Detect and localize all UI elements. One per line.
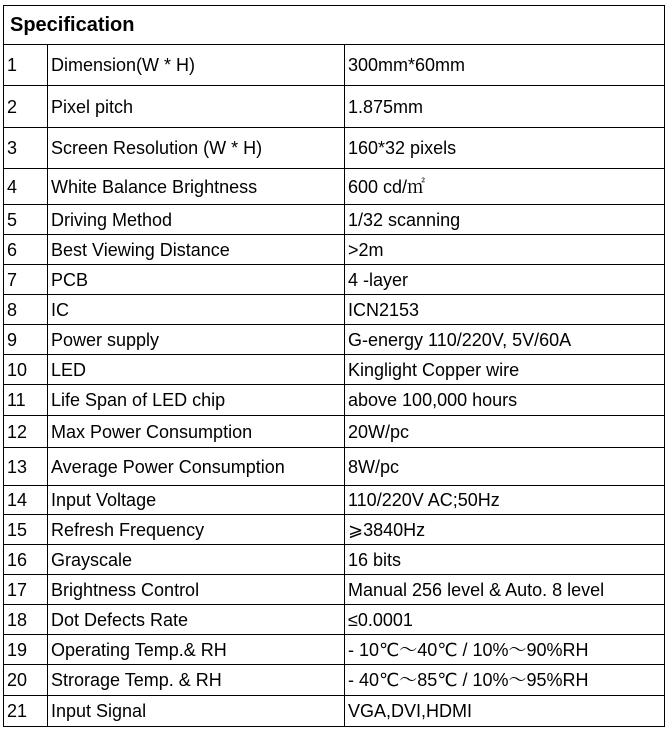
row-item-label: Refresh Frequency	[48, 515, 345, 545]
row-item-value: above 100,000 hours	[345, 385, 665, 416]
row-item-value: 110/220V AC;50Hz	[345, 486, 665, 515]
row-number: 6	[4, 235, 48, 265]
row-item-value: 8W/pc	[345, 448, 665, 486]
row-number: 8	[4, 295, 48, 325]
row-item-label: Brightness Control	[48, 575, 345, 605]
row-item-label: Grayscale	[48, 545, 345, 575]
table-row	[4, 575, 665, 605]
table-row	[4, 448, 665, 486]
row-item-value: 600 cd/㎡	[345, 169, 665, 205]
row-number: 11	[4, 385, 48, 416]
row-item-value: Manual 256 level & Auto. 8 level	[345, 575, 665, 605]
row-number: 9	[4, 325, 48, 355]
row-number: 5	[4, 205, 48, 235]
table-row	[4, 416, 665, 448]
row-item-label: Driving Method	[48, 205, 345, 235]
row-number: 16	[4, 545, 48, 575]
table-row	[4, 355, 665, 385]
table-row	[4, 545, 665, 575]
row-number: 19	[4, 635, 48, 665]
row-item-label: Screen Resolution (W * H)	[48, 128, 345, 169]
row-item-value: ⩾3840Hz	[345, 515, 665, 545]
row-item-value: - 10℃～40℃ / 10%～90%RH	[345, 635, 665, 665]
table-row	[4, 265, 665, 295]
row-item-label: Operating Temp.& RH	[48, 635, 345, 665]
row-number: 3	[4, 128, 48, 169]
row-item-label: Pixel pitch	[48, 86, 345, 128]
row-item-value: >2m	[345, 235, 665, 265]
row-item-value: G-energy 110/220V, 5V/60A	[345, 325, 665, 355]
table-row	[4, 385, 665, 416]
row-item-value: Kinglight Copper wire	[345, 355, 665, 385]
table-row	[4, 235, 665, 265]
row-number: 2	[4, 86, 48, 128]
table-title: Specification	[4, 6, 665, 45]
row-item-value: 20W/pc	[345, 416, 665, 448]
row-item-label: Max Power Consumption	[48, 416, 345, 448]
row-number: 4	[4, 169, 48, 205]
table-row	[4, 45, 665, 86]
row-item-value: ICN2153	[345, 295, 665, 325]
row-number: 1	[4, 45, 48, 86]
row-item-label: IC	[48, 295, 345, 325]
row-item-label: LED	[48, 355, 345, 385]
table-row	[4, 696, 665, 727]
row-item-value: - 40℃～85℃ / 10%～95%RH	[345, 665, 665, 696]
row-item-value: ≤0.0001	[345, 605, 665, 635]
row-item-value: 16 bits	[345, 545, 665, 575]
row-item-value: 160*32 pixels	[345, 128, 665, 169]
table-body	[4, 45, 665, 727]
row-number: 21	[4, 696, 48, 727]
row-item-label: PCB	[48, 265, 345, 295]
row-number: 20	[4, 665, 48, 696]
row-item-value: 300mm*60mm	[345, 45, 665, 86]
specification-table	[3, 5, 665, 727]
row-item-label: Dot Defects Rate	[48, 605, 345, 635]
table-row	[4, 86, 665, 128]
table-row	[4, 515, 665, 545]
row-number: 7	[4, 265, 48, 295]
row-item-label: Input Voltage	[48, 486, 345, 515]
row-item-value: 4 -layer	[345, 265, 665, 295]
row-number: 12	[4, 416, 48, 448]
table-row	[4, 665, 665, 696]
row-item-label: Input Signal	[48, 696, 345, 727]
row-item-label: Average Power Consumption	[48, 448, 345, 486]
row-item-label: Strorage Temp. & RH	[48, 665, 345, 696]
table-row	[4, 325, 665, 355]
row-item-label: Dimension(W * H)	[48, 45, 345, 86]
row-number: 10	[4, 355, 48, 385]
table-header-row	[4, 6, 665, 45]
table-row	[4, 128, 665, 169]
row-item-label: Best Viewing Distance	[48, 235, 345, 265]
table-row	[4, 486, 665, 515]
row-item-label: Life Span of LED chip	[48, 385, 345, 416]
row-number: 13	[4, 448, 48, 486]
row-item-value: 1.875mm	[345, 86, 665, 128]
table-row	[4, 605, 665, 635]
table-row	[4, 169, 665, 205]
table-row	[4, 205, 665, 235]
row-number: 18	[4, 605, 48, 635]
table-row	[4, 635, 665, 665]
row-item-label: White Balance Brightness	[48, 169, 345, 205]
row-number: 15	[4, 515, 48, 545]
row-item-value: VGA,DVI,HDMI	[345, 696, 665, 727]
row-number: 17	[4, 575, 48, 605]
row-item-value: 1/32 scanning	[345, 205, 665, 235]
row-number: 14	[4, 486, 48, 515]
table-row	[4, 295, 665, 325]
row-item-label: Power supply	[48, 325, 345, 355]
